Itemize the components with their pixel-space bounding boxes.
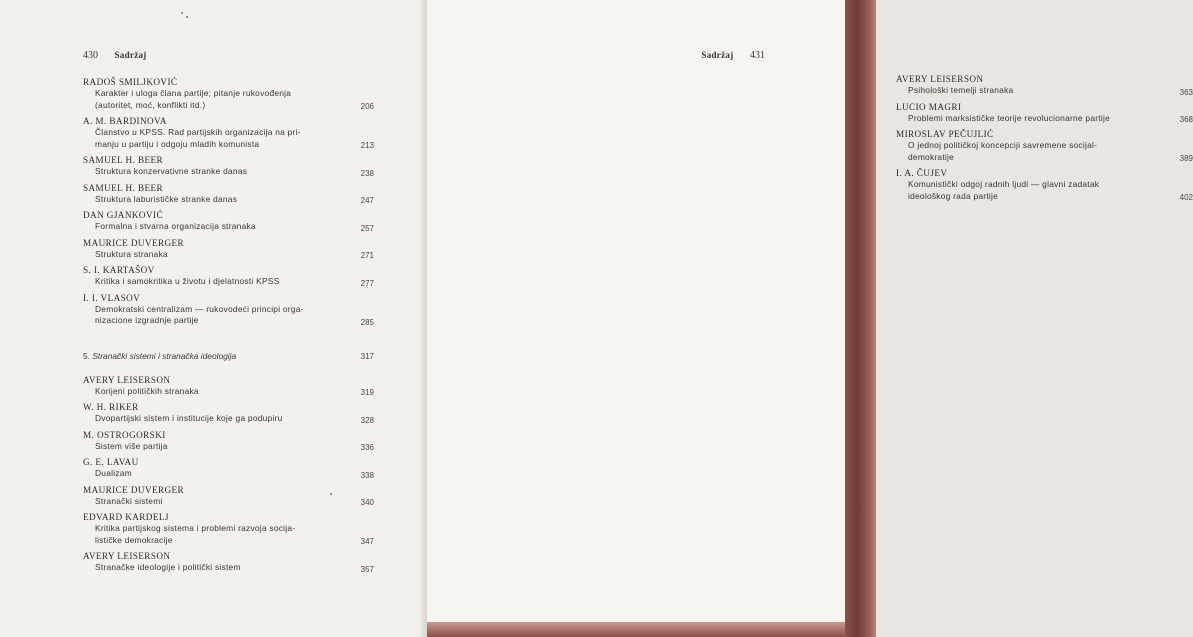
toc-entry-page-number: 277 — [360, 278, 374, 288]
toc-entry — [83, 183, 374, 206]
toc-entry-body — [95, 249, 374, 261]
toc-entry-page-number: 338 — [360, 470, 374, 480]
toc-entry-body — [908, 140, 1193, 163]
toc-entry-page-number: 336 — [360, 443, 374, 452]
toc-entry-author: I. A. ČUJEV — [896, 168, 948, 178]
left-page-number: 430 — [83, 50, 98, 61]
left-entries-before-section — [83, 77, 374, 327]
toc-entry-title: Struktura stranaka — [95, 248, 168, 259]
paper-speck — [330, 493, 332, 495]
toc-entry-page-number: 319 — [360, 388, 374, 397]
toc-entry-title: Psihološki temelji stranaka — [908, 85, 1014, 95]
toc-entry — [83, 430, 374, 453]
toc-entry-page-number: 238 — [360, 168, 374, 178]
toc-entry — [83, 512, 374, 546]
toc-entry-body — [95, 441, 374, 453]
cover-bottom-edge — [427, 622, 847, 637]
right-page — [427, 0, 1193, 637]
cover-right-edge — [845, 0, 876, 637]
right-page-header-title: Sadržaj — [701, 50, 734, 60]
paper-speck — [181, 12, 183, 14]
toc-entry — [896, 129, 1193, 163]
toc-entry-page-number: 389 — [1179, 154, 1193, 163]
toc-entry-author: MAURICE DUVERGER — [83, 237, 185, 248]
toc-entry-title: O jednoj političkoj koncepciji savremene socijal- demokratije — [908, 140, 1098, 162]
toc-entry-body — [95, 166, 374, 178]
toc-entry-author: LUCIO MAGRI — [896, 101, 962, 112]
toc-entry — [83, 402, 374, 425]
toc-entry-title: Članstvo u KPSS. Rad partijskih organizacija na pri- manju u partiju i odgoju mladih komunista — [95, 127, 301, 149]
section-number: 5. — [83, 350, 90, 361]
right-page-header — [701, 50, 765, 61]
left-entries-after-section — [83, 375, 374, 574]
left-toc — [83, 77, 374, 579]
toc-entry-page-number: 402 — [1179, 193, 1193, 202]
toc-entry — [83, 485, 374, 508]
toc-entry-page-number: 340 — [360, 498, 374, 507]
toc-entry-page-number: 213 — [360, 141, 374, 150]
section-heading — [83, 351, 374, 361]
toc-entry-body — [95, 523, 374, 546]
toc-entry — [83, 265, 374, 288]
toc-entry — [896, 74, 1193, 97]
toc-entry-body — [95, 221, 374, 233]
toc-entry-page-number: 363 — [1179, 87, 1193, 97]
toc-entry-author: EDVARD KARDELJ — [83, 512, 169, 522]
toc-entry-page-number: 357 — [360, 564, 374, 574]
toc-entry — [83, 238, 374, 261]
toc-entry-body — [95, 276, 374, 288]
toc-entry-title: Kritika partijskog sistema i problemi razvoja socija- lističke demokracije — [95, 523, 296, 545]
toc-entry-body — [908, 179, 1193, 202]
toc-entry-title: Dvopartijski sistem i institucije koje ga podupiru — [95, 413, 283, 423]
toc-entry-body — [95, 194, 374, 206]
paper-speck — [186, 16, 188, 18]
toc-entry-author: AVERY LEISERSON — [896, 74, 984, 84]
toc-entry-title: Kritika i samokritika u životu i djelatnosti KPSS — [95, 276, 280, 286]
section-title: Stranački sistemi i stranačka ideologija — [92, 350, 237, 361]
toc-entry-author: SAMUEL H. BEER — [83, 155, 164, 165]
toc-entry-page-number: 285 — [360, 317, 374, 327]
toc-entry — [83, 116, 374, 150]
toc-entry — [83, 457, 374, 480]
toc-entry-author: DAN GJANKOVIĆ — [83, 210, 163, 220]
toc-entry-author: RADOŠ SMILJKOVIĆ — [83, 77, 178, 87]
right-page-number: 431 — [750, 50, 765, 61]
toc-entry-title: Korijeni političkih stranaka — [95, 385, 199, 396]
toc-entry — [83, 210, 374, 233]
toc-entry-author: MIROSLAV PEČUJLIĆ — [896, 129, 994, 139]
toc-entry-author: I. I. VLASOV — [83, 292, 141, 303]
toc-entry-body — [95, 562, 374, 574]
left-page-header-title: Sadržaj — [114, 50, 147, 60]
toc-entry-author: G. E. LAVAU — [83, 457, 139, 467]
toc-entry-page-number: 271 — [360, 251, 374, 260]
toc-entry-author: SAMUEL H. BEER — [83, 182, 164, 193]
toc-entry-page-number: 368 — [1179, 115, 1193, 124]
toc-entry-title: Struktura konzervativne stranke danas — [95, 166, 248, 176]
toc-entry-body — [95, 413, 374, 425]
toc-entry-body — [95, 304, 374, 327]
toc-entry-title: Formalna i stvarna organizacija stranaka — [95, 221, 256, 231]
toc-entry-title: Struktura laburističke stranke danas — [95, 193, 238, 204]
toc-entry-author: AVERY LEISERSON — [83, 374, 171, 385]
toc-entry-page-number: 247 — [360, 196, 374, 205]
toc-entry-page-number: 257 — [360, 223, 374, 233]
toc-entry-body — [95, 496, 374, 508]
toc-entry-title: Problemi marksističke teorije revolucionarne partije — [908, 112, 1110, 123]
toc-entry-body — [908, 85, 1193, 97]
toc-entry-title: Stranačke ideologije i politički sistem — [95, 562, 241, 572]
toc-entry — [83, 551, 374, 574]
toc-entry — [83, 77, 374, 111]
right-entries — [896, 74, 1193, 202]
toc-entry-page-number: 347 — [360, 537, 374, 546]
section-page-number: 317 — [360, 351, 374, 361]
toc-entry-author: A. M. BARDINOVA — [83, 116, 167, 126]
toc-entry-author: AVERY LEISERSON — [83, 551, 171, 561]
toc-entry-page-number: 206 — [360, 102, 374, 111]
toc-entry-body — [908, 113, 1193, 125]
toc-entry — [896, 168, 1193, 202]
toc-entry-title: Stranački sistemi — [95, 495, 163, 506]
toc-entry-author: M. OSTROGORSKI — [83, 429, 166, 440]
left-page-header — [83, 50, 147, 61]
toc-entry — [83, 375, 374, 398]
toc-entry-body — [95, 468, 374, 480]
left-page — [0, 0, 427, 637]
toc-entry — [83, 155, 374, 178]
toc-entry-body — [95, 127, 374, 150]
toc-entry-body — [95, 88, 374, 111]
right-toc — [896, 74, 1193, 207]
toc-entry-title: Demokratski centralizam — rukovodeći principi orga- nizacione izgradnje partije — [95, 303, 304, 325]
toc-entry — [896, 102, 1193, 125]
toc-entry-page-number: 328 — [360, 415, 374, 425]
toc-entry-title: Karakter i uloga člana partije; pitanje rukovođenja (autoritet, moć, konflikti itd.) — [95, 88, 292, 110]
toc-entry-author: W. H. RIKER — [83, 402, 139, 412]
toc-entry-title: Komunistički odgoj radnih ljudi — glavni zadatak ideološkog rada partije — [908, 179, 1100, 201]
toc-entry-title: Sistem više partija — [95, 440, 168, 451]
toc-entry-author: MAURICE DUVERGER — [83, 484, 185, 495]
toc-entry-title: Dualizam — [95, 468, 132, 478]
toc-entry-body — [95, 386, 374, 398]
toc-entry-author: S. I. KARTAŠOV — [83, 265, 155, 275]
toc-entry — [83, 293, 374, 327]
